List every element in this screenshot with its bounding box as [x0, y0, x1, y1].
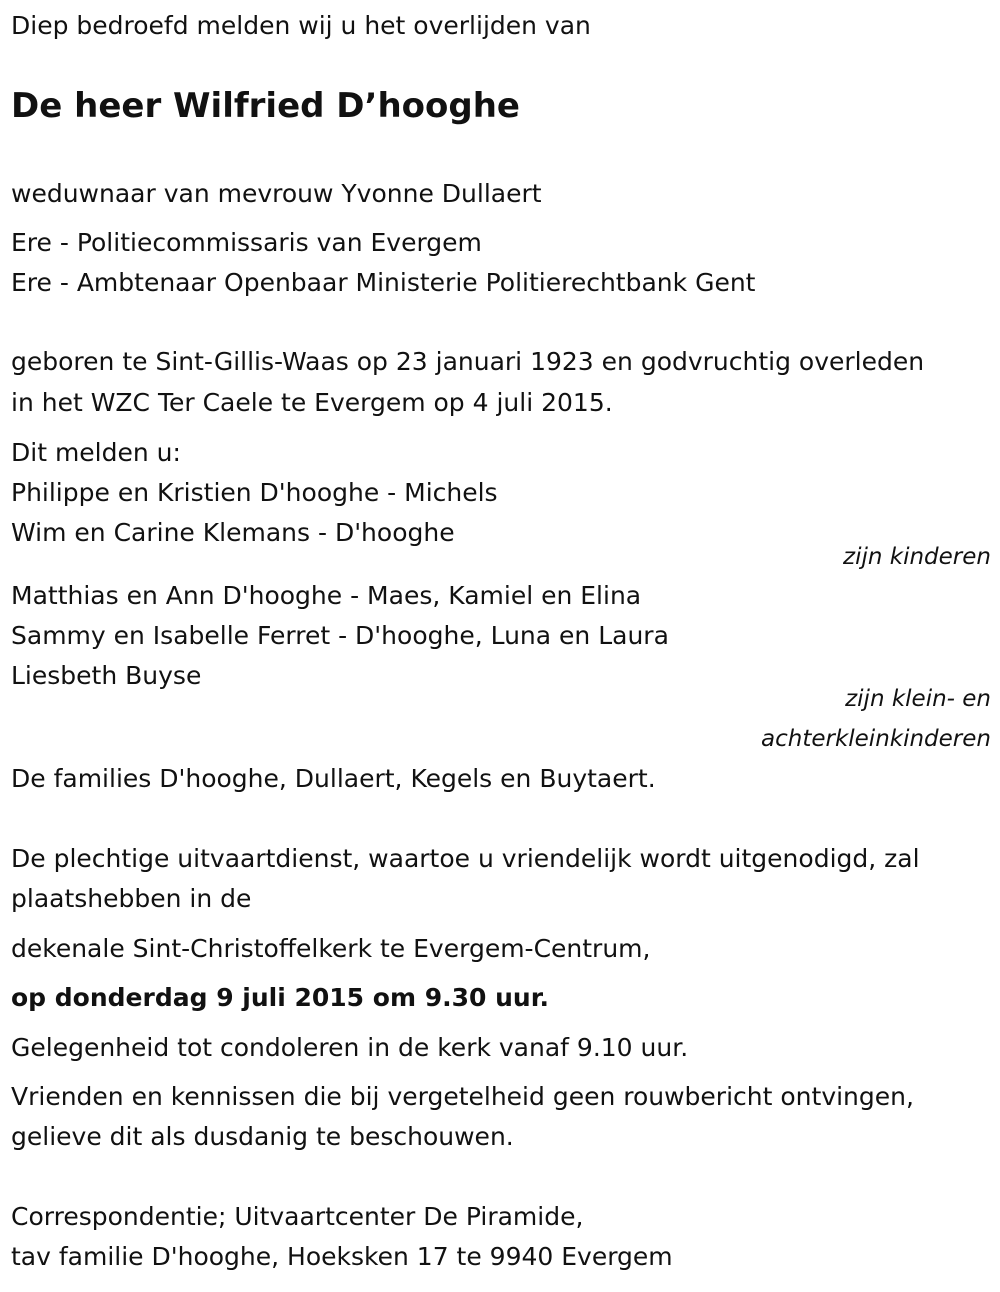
announcers-intro: Dit melden u: [11, 438, 181, 467]
child-line-1: Philippe en Kristien D'hooghe - Michels [11, 478, 498, 507]
families-text: De families D'hooghe, Dullaert, Kegels en Buytaert. [11, 764, 656, 793]
service-line-1: De plechtige uitvaartdienst, waartoe u vriendelijk wordt uitgenodigd, zal [11, 844, 920, 873]
intro-text: Diep bedroefd melden wij u het overlijden van [11, 11, 591, 40]
birth-death-line-2: in het WZC Ter Caele te Evergem op 4 juli 2015. [11, 388, 613, 417]
child-line-2: Wim en Carine Klemans - D'hooghe [11, 518, 455, 547]
service-line-2: plaatshebben in de [11, 884, 252, 913]
deceased-name: De heer Wilfried D’hooghe [11, 86, 520, 126]
notice-line-2: gelieve dit als dusdanig te beschouwen. [11, 1122, 514, 1151]
widower-text: weduwnaar van mevrouw Yvonne Dullaert [11, 179, 542, 208]
service-date-time: op donderdag 9 juli 2015 om 9.30 uur. [11, 983, 549, 1012]
birth-death-line-1: geboren te Sint-Gillis-Waas op 23 januari 1923 en godvruchtig overleden [11, 347, 925, 376]
church-text: dekenale Sint-Christoffelkerk te Evergem-Centrum, [11, 934, 651, 963]
children-label: zijn kinderen [843, 544, 991, 570]
grandchild-line-3: Liesbeth Buyse [11, 661, 202, 690]
grandchild-line-2: Sammy en Isabelle Ferret - D'hooghe, Luna en Laura [11, 621, 669, 650]
correspondence-line-2: tav familie D'hooghe, Hoeksken 17 te 9940 Evergem [11, 1242, 673, 1271]
title-line-1: Ere - Politiecommissaris van Evergem [11, 228, 482, 257]
grandchildren-label-line-2: achterkleinkinderen [761, 726, 991, 752]
correspondence-line-1: Correspondentie; Uitvaartcenter De Piramide, [11, 1202, 584, 1231]
grandchild-line-1: Matthias en Ann D'hooghe - Maes, Kamiel en Elina [11, 581, 642, 610]
condolences-text: Gelegenheid tot condoleren in de kerk vanaf 9.10 uur. [11, 1033, 689, 1062]
grandchildren-label-line-1: zijn klein- en [845, 686, 991, 712]
notice-line-1: Vrienden en kennissen die bij vergetelheid geen rouwbericht ontvingen, [11, 1082, 914, 1111]
title-line-2: Ere - Ambtenaar Openbaar Ministerie Politierechtbank Gent [11, 268, 756, 297]
